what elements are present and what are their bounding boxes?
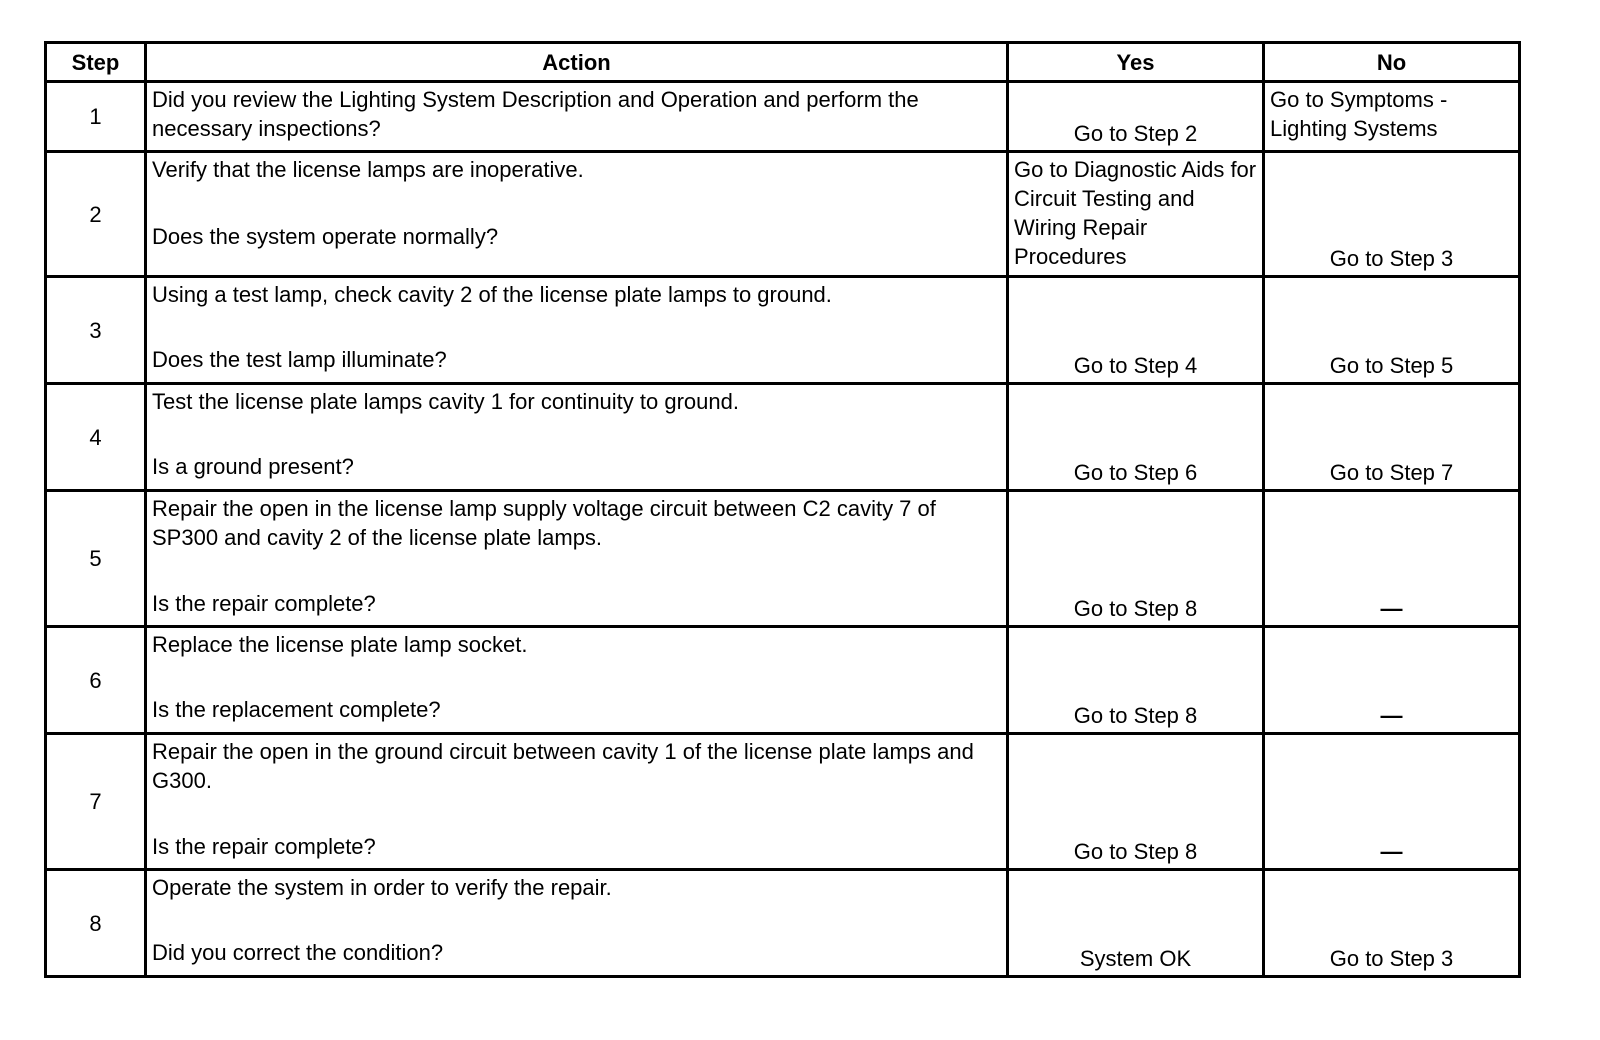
table-row bbox=[46, 82, 1520, 152]
yes-result: Go to Step 8 bbox=[1008, 627, 1264, 734]
header-no: No bbox=[1264, 43, 1520, 82]
action-cell bbox=[146, 152, 1008, 277]
table-row bbox=[46, 734, 1520, 870]
table-row bbox=[46, 870, 1520, 977]
action-instruction: Verify that the license lamps are inoperative. bbox=[152, 157, 584, 182]
action-cell bbox=[146, 491, 1008, 627]
action-question: Did you correct the condition? bbox=[152, 940, 444, 965]
no-result: Go to Step 3 bbox=[1264, 152, 1520, 277]
action-instruction: Did you review the Lighting System Description and Operation and perform the necessary inspections? bbox=[152, 87, 919, 141]
step-number: 5 bbox=[46, 491, 146, 627]
no-result: Go to Step 5 bbox=[1264, 277, 1520, 384]
yes-result: Go to Step 2 bbox=[1008, 82, 1264, 152]
no-result: Go to Step 3 bbox=[1264, 870, 1520, 977]
no-result: — bbox=[1264, 627, 1520, 734]
action-instruction: Replace the license plate lamp socket. bbox=[152, 632, 528, 657]
step-number: 1 bbox=[46, 82, 146, 152]
step-number: 4 bbox=[46, 384, 146, 491]
action-question: Is a ground present? bbox=[152, 454, 354, 479]
table-row bbox=[46, 491, 1520, 627]
yes-result: Go to Step 8 bbox=[1008, 491, 1264, 627]
table-row bbox=[46, 384, 1520, 491]
action-cell bbox=[146, 870, 1008, 977]
step-number: 2 bbox=[46, 152, 146, 277]
action-question: Does the test lamp illuminate? bbox=[152, 347, 447, 372]
action-instruction: Test the license plate lamps cavity 1 for continuity to ground. bbox=[152, 389, 739, 414]
yes-result: Go to Diagnostic Aids for Circuit Testing and Wiring Repair Procedures bbox=[1008, 152, 1264, 277]
step-number: 6 bbox=[46, 627, 146, 734]
header-yes: Yes bbox=[1008, 43, 1264, 82]
yes-result: Go to Step 8 bbox=[1008, 734, 1264, 870]
action-cell bbox=[146, 734, 1008, 870]
action-question: Is the repair complete? bbox=[152, 591, 376, 616]
action-instruction: Operate the system in order to verify the repair. bbox=[152, 875, 612, 900]
table-row bbox=[46, 627, 1520, 734]
action-cell bbox=[146, 277, 1008, 384]
action-question: Is the repair complete? bbox=[152, 834, 376, 859]
action-instruction: Using a test lamp, check cavity 2 of the license plate lamps to ground. bbox=[152, 282, 832, 307]
header-action: Action bbox=[146, 43, 1008, 82]
yes-result: System OK bbox=[1008, 870, 1264, 977]
no-result: — bbox=[1264, 491, 1520, 627]
diagnostic-table bbox=[44, 41, 1521, 978]
header-step: Step bbox=[46, 43, 146, 82]
table-row bbox=[46, 277, 1520, 384]
action-instruction: Repair the open in the ground circuit between cavity 1 of the license plate lamps and G300. bbox=[152, 739, 974, 793]
action-question: Is the replacement complete? bbox=[152, 697, 441, 722]
no-result: Go to Step 7 bbox=[1264, 384, 1520, 491]
no-result: — bbox=[1264, 734, 1520, 870]
action-question: Does the system operate normally? bbox=[152, 224, 499, 249]
yes-result: Go to Step 6 bbox=[1008, 384, 1264, 491]
no-result: Go to Symptoms - Lighting Systems bbox=[1264, 82, 1520, 152]
step-number: 3 bbox=[46, 277, 146, 384]
action-cell bbox=[146, 384, 1008, 491]
step-number: 8 bbox=[46, 870, 146, 977]
step-number: 7 bbox=[46, 734, 146, 870]
yes-result: Go to Step 4 bbox=[1008, 277, 1264, 384]
table-header-row bbox=[46, 43, 1520, 82]
action-cell bbox=[146, 82, 1008, 152]
action-instruction: Repair the open in the license lamp supply voltage circuit between C2 cavity 7 of SP300 and cavity 2 of the license plate lamps. bbox=[152, 496, 936, 550]
table-row bbox=[46, 152, 1520, 277]
action-cell bbox=[146, 627, 1008, 734]
